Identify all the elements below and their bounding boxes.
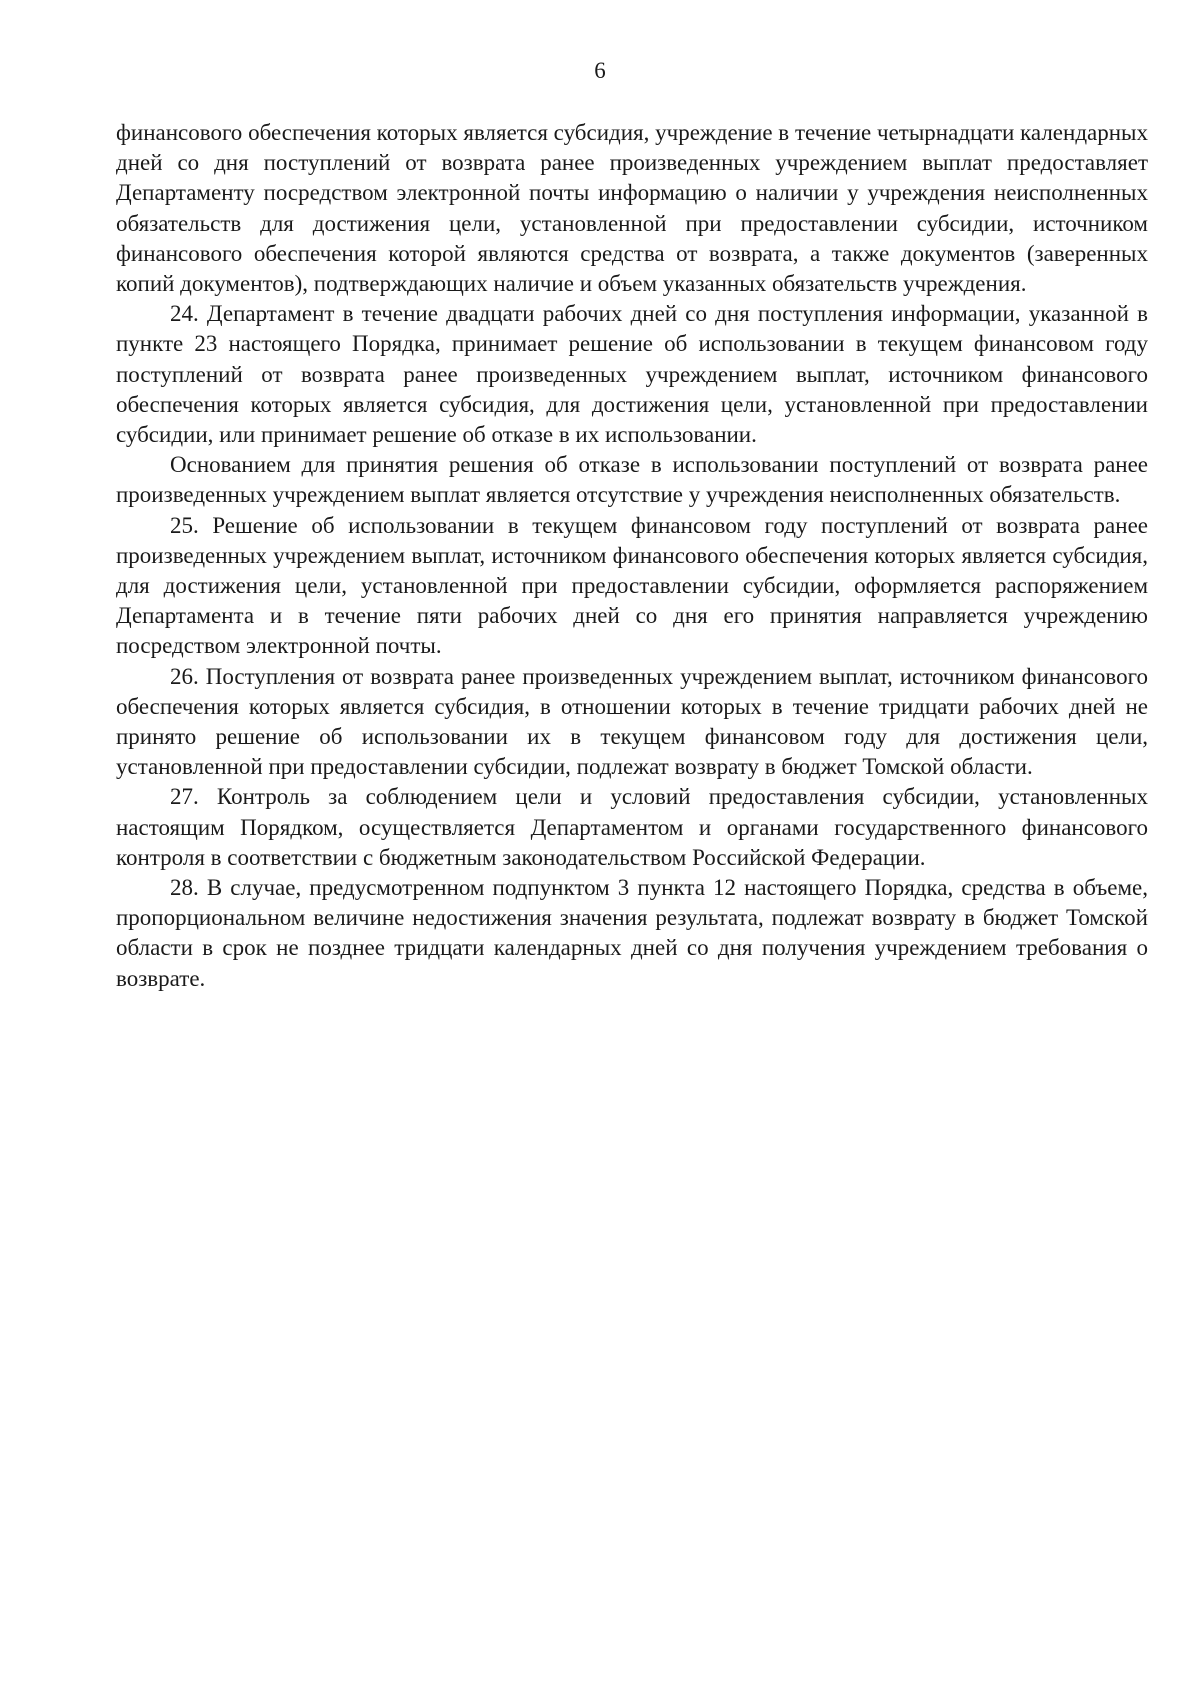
paragraph-28: 28. В случае, предусмотренном подпунктом 3 пункта 12 настоящего Порядка, средства в объеме, пропорциональном величине недостижения значения результата, подлежат возврату в бюджет Томской области в срок не позднее тридцати календарных дней со дня получения учреждением требования о возврате.	[116, 875, 1148, 991]
paragraph-26: 26. Поступления от возврата ранее произведенных учреждением выплат, источником финансового обеспечения которых является субсидия, в отношении которых в течение тридцати рабочих дней не принято решение об использовании их в текущем финансовом году для достижения цели, установленной при предоставлении субсидии, подлежат возврату в бюджет Томской области.	[116, 663, 1148, 780]
document-body	[116, 118, 1148, 994]
paragraph-continuation: финансового обеспечения которых является субсидия, учреждение в течение четырнадцати календарных дней со дня поступлений от возврата ранее произведенных учреждением выплат предоставляет Департаменту посредством электронной почты информацию о наличии у учреждения неисполненных обязательств для достижения цели, установленной при предоставлении субсидии, источником финансового обеспечения которой являются средства от возврата, а также документов (заверенных копий документов), подтверждающих наличие и объем указанных обязательств учреждения.	[116, 120, 1148, 297]
paragraph-24: 24. Департамент в течение двадцати рабочих дней со дня поступления информации, указанной в пункте 23 настоящего Порядка, принимает решение об использовании в текущем финансовом году поступлений от возврата ранее произведенных учреждением выплат, источником финансового обеспечения которых является субсидия, для достижения цели, установленной при предоставлении субсидии, или принимает решение об отказе в их использовании.	[116, 301, 1148, 448]
paragraph-25: 25. Решение об использовании в текущем финансовом году поступлений от возврата ранее произведенных учреждением выплат, источником финансового обеспечения которых является субсидия, для достижения цели, установленной при предоставлении субсидии, оформляется распоряжением Департамента и в течение пяти рабочих дней со дня его принятия направляется учреждению посредством электронной почты.	[116, 512, 1148, 659]
paragraph-27: 27. Контроль за соблюдением цели и условий предоставления субсидии, установленных настоящим Порядком, осуществляется Департаментом и органами государственного финансового контроля в соответствии с бюджетным законодательством Российской Федерации.	[116, 784, 1148, 870]
page-number: 6	[594, 58, 606, 83]
paragraph-24-basis: Основанием для принятия решения об отказе в использовании поступлений от возврата ранее произведенных учреждением выплат является отсутствие у учреждения неисполненных обязательств.	[116, 452, 1148, 508]
